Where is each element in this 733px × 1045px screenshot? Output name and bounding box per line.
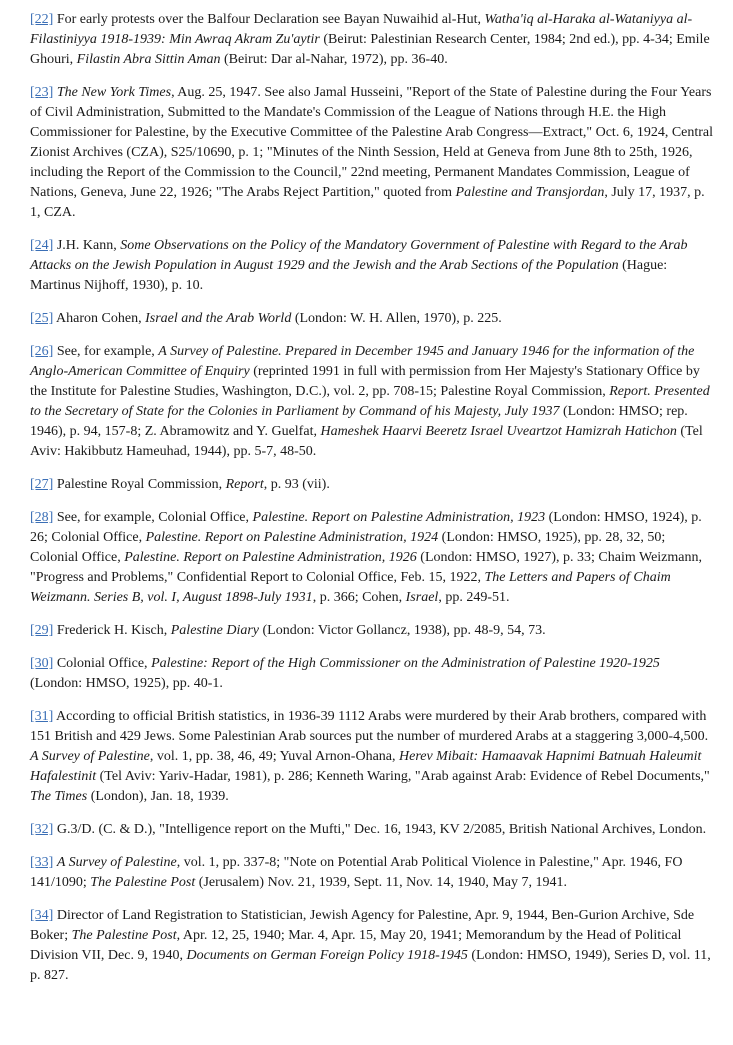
- footnote: [30, 654, 715, 694]
- footnote-text: (Jerusalem) Nov. 21, 1939, Sept. 11, Nov. 14, 1940, May 7, 1941.: [195, 875, 568, 890]
- footnote-ref-link[interactable]: [23]: [30, 85, 54, 100]
- footnote-ref-link[interactable]: [24]: [30, 238, 54, 253]
- footnote-text: , July 17, 1937, p. 1, CZA.: [30, 185, 705, 220]
- footnote: [30, 621, 715, 641]
- footnote-text: , Apr. 12, 25, 1940; Mar. 4, Apr. 15, May 20, 1941; Memorandum by the Head of Political Division VII, Dec. 9, 1940,: [30, 928, 682, 963]
- footnote-text: Director of Land Registration to Statistician, Jewish Agency for Palestine, Apr. 9, 1944, Ben-Gurion Archive, Sde Boker;: [30, 908, 695, 943]
- footnote-title: A Survey of Palestine: [56, 855, 177, 870]
- footnote-text: (London: W. H. Allen, 1970), p. 225.: [291, 311, 502, 326]
- footnote-title: The Times: [30, 789, 88, 804]
- footnote: [30, 820, 715, 840]
- footnote-text: (London: HMSO; rep. 1946), p. 94, 157-8; Z. Abramowitz and Y. Guelfat,: [30, 404, 688, 439]
- footnote-text: (London: HMSO, 1925), pp. 28, 32, 50; Colonial Office,: [30, 530, 666, 565]
- footnote-title: Israel and the Arab World: [145, 311, 292, 326]
- footnote-text: See, for example, Colonial Office,: [53, 510, 253, 525]
- footnote-title: Watha'iq al-Haraka al-Wataniyya al-Filastiniyya 1918-1939: Min Awraq Akram Zu'aytir: [30, 12, 693, 47]
- footnote: [30, 906, 715, 986]
- footnote-text: (London: Victor Gollancz, 1938), pp. 48-9, 54, 73.: [259, 623, 546, 638]
- footnote-text: , vol. 1, pp. 38, 46, 49; Yuval Arnon-Ohana,: [149, 749, 399, 764]
- footnote-text: (Hague: Martinus Nijhoff, 1930), p. 10.: [30, 258, 668, 293]
- footnote-text: (London), Jan. 18, 1939.: [87, 789, 229, 804]
- footnote-title: A Survey of Palestine: [30, 749, 150, 764]
- footnote-text: , p. 366; Cohen,: [312, 590, 406, 605]
- footnote-text: (Tel Aviv: Hakibbutz Hameuhad, 1944), pp. 5-7, 48-50.: [30, 424, 703, 459]
- footnote-title: The Letters and Papers of Chaim Weizmann. Series B, vol. I, August 1898-July 1931: [30, 570, 671, 605]
- footnote: [30, 236, 715, 296]
- footnote: [30, 309, 715, 329]
- footnote-ref-link[interactable]: [22]: [30, 12, 54, 27]
- footnote-text: (London: HMSO, 1927), p. 33; Chaim Weizmann, "Progress and Problems," Confidential Report to Colonial Office, Feb. 15, 1922,: [30, 550, 702, 585]
- footnote-text: Palestine Royal Commission,: [53, 477, 226, 492]
- footnote-ref-link[interactable]: [32]: [30, 822, 54, 837]
- footnote-title: Palestine. Report on Palestine Administration, 1923: [252, 510, 546, 525]
- footnote: [30, 475, 715, 495]
- footnote-ref-link[interactable]: [26]: [30, 344, 54, 359]
- footnote-title: Some Observations on the Policy of the Mandatory Government of Palestine with Regard to the Arab Attacks on the Jewish Population in August 1929 and the Jewish and the Arab Sections of the Population: [30, 238, 688, 273]
- footnote-text: According to official British statistics, in 1936-39 1112 Arabs were murdered by their Arab brothers, compared with 151 British and 429 Jews. Some Palestinian Arab sources put the number of murdered Arabs at a staggering 3,000-4,500.: [30, 709, 709, 744]
- footnote-ref-link[interactable]: [28]: [30, 510, 54, 525]
- footnote-title: Documents on German Foreign Policy 1918-1945: [186, 948, 468, 963]
- footnote-title: Palestine and Transjordan: [455, 185, 605, 200]
- footnote-text: (Beirut: Palestinian Research Center, 1984; 2nd ed.), pp. 4-34; Emile Ghouri,: [30, 32, 710, 67]
- footnote-text: See, for example,: [53, 344, 159, 359]
- footnote-ref-link[interactable]: [31]: [30, 709, 54, 724]
- footnote-ref-link[interactable]: [25]: [30, 311, 54, 326]
- footnote-title: A Survey of Palestine. Prepared in December 1945 and January 1946 for the information of the Anglo-American Committee of Enquiry: [30, 344, 695, 379]
- footnote-text: G.3/D. (C. & D.), "Intelligence report on the Mufti," Dec. 16, 1943, KV 2/2085, British National Archives, London.: [53, 822, 707, 837]
- footnote-title: Report: [225, 477, 264, 492]
- footnote-title: Hameshek Haarvi Beeretz Israel Uveartzot Hamizrah Hatichon: [320, 424, 677, 439]
- footnote-text: , vol. 1, pp. 337-8; "Note on Potential Arab Political Violence in Palestine," Apr. 1946, FO 141/1090;: [30, 855, 683, 890]
- footnote-text: (Beirut: Dar al-Nahar, 1972), pp. 36-40.: [220, 52, 448, 67]
- footnote: [30, 10, 715, 70]
- footnote-text: (London: HMSO, 1949), Series D, vol. 11, p. 827.: [30, 948, 711, 983]
- footnote-ref-link[interactable]: [34]: [30, 908, 54, 923]
- footnote: [30, 707, 715, 807]
- footnote-text: (reprinted 1991 in full with permission from Her Majesty's Stationary Office by the Institute for Palestine Studies, Washington, D.C.), vol. 2, pp. 708-15; Palestine Royal Commission,: [30, 364, 700, 399]
- footnote-title: The New York Times: [56, 85, 172, 100]
- footnote-text: Colonial Office,: [53, 656, 152, 671]
- footnote-title: The Palestine Post: [71, 928, 177, 943]
- footnote-text: Frederick H. Kisch,: [53, 623, 171, 638]
- footnote-text: Aharon Cohen,: [53, 311, 146, 326]
- footnote: [30, 853, 715, 893]
- footnote: [30, 342, 715, 462]
- footnote: [30, 508, 715, 608]
- footnote-title: Palestine. Report on Palestine Administration, 1926: [124, 550, 417, 565]
- footnote-title: Palestine. Report on Palestine Administration, 1924: [145, 530, 439, 545]
- footnote-ref-link[interactable]: [30]: [30, 656, 54, 671]
- footnote-ref-link[interactable]: [29]: [30, 623, 54, 638]
- footnote-title: Israel: [405, 590, 439, 605]
- footnote-text: , pp. 249-51.: [438, 590, 510, 605]
- footnote-text: J.H. Kann,: [53, 238, 121, 253]
- footnote: [30, 83, 715, 223]
- footnote-ref-link[interactable]: [33]: [30, 855, 54, 870]
- footnote-title: Filastin Abra Sittin Aman: [76, 52, 221, 67]
- footnote-title: Palestine: Report of the High Commissioner on the Administration of Palestine 1920-1925: [151, 656, 660, 671]
- footnote-text: (Tel Aviv: Yariv-Hadar, 1981), p. 286; Kenneth Waring, "Arab against Arab: Evidence of Rebel Documents,": [96, 769, 710, 784]
- footnote-title: Palestine Diary: [170, 623, 260, 638]
- footnote-title: The Palestine Post: [90, 875, 196, 890]
- footnote-text: For early protests over the Balfour Declaration see Bayan Nuwaihid al-Hut,: [53, 12, 485, 27]
- footnote-text: (London: HMSO, 1925), pp. 40-1.: [30, 676, 223, 691]
- footnote-text: , p. 93 (vii).: [263, 477, 330, 492]
- footnote-title: Report. Presented to the Secretary of State for the Colonies in Parliament by Command of his Majesty, July 1937: [30, 384, 710, 419]
- footnote-ref-link[interactable]: [27]: [30, 477, 54, 492]
- footnote-title: Herev Mibait: Hamaavak Hapnimi Batnuah Haleumit Hafalestinit: [30, 749, 702, 784]
- footnote-text: (London: HMSO, 1924), p. 26; Colonial Office,: [30, 510, 702, 545]
- footnote-text: , Aug. 25, 1947. See also Jamal Husseini, "Report of the State of Palestine during the Four Years of Civil Administration, Submitted to the Mandate's Commission of the League of Nations through H.E. the High Commissioner for Palestine, by the Executive Committee of the Palestine Arab Congress—Extract," Oct. 6, 1924, Central Zionist Archives (CZA), S25/10690, p. 1; "Minutes of the Ninth Session, Held at Geneva from June 8th to 25th, 1926, including the Report of the Commission to the Council," 22nd meeting, Permanent Mandates Commission, League of Nations, Geneva, June 22, 1926; "The Arabs Reject Partition," quoted from: [30, 85, 714, 200]
